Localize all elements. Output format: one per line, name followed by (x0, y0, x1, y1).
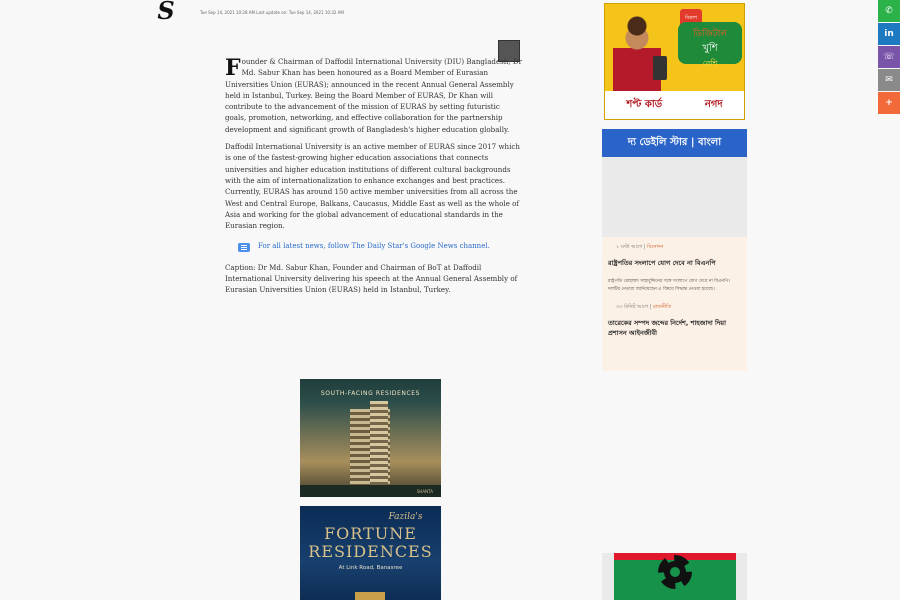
image-caption: Caption: Dr Md. Sabur Khan, Founder and Chairman of BoT at Daffodil International University delivering his speech at the Annual General Assembly of Eurasian Universities Union (EURAS) held in Istanbul, Turkey. (225, 262, 518, 295)
more-share-icon[interactable]: + (878, 92, 900, 114)
google-news-icon (238, 243, 250, 252)
bangla-news-widget (602, 129, 747, 371)
paragraph-1-text: ounder & Chairman of Daffodil International University (DIU) Bangladesh, Dr Md. Sabur Khan has been honoured as a Board Member of Eurasian Universities Union (EURAS); announced in the recent Annual General Assembly held in Istanbul, Turkey. Being the Board Member of EURAS, Dr Khan will contribute to the advancement of the mission of EURAS by setting futuristic goals, promotion, networking, and effective collaboration for the partnership development and significant growth of Bangladesh's higher education globally. (225, 57, 522, 134)
ad-slogan (678, 22, 742, 68)
ad-brand: Fazila's (388, 512, 423, 522)
google-news-link[interactable] (238, 241, 523, 252)
drop-cap: F (225, 55, 241, 81)
phone-icon (653, 56, 667, 80)
advertisement-top-right[interactable] (604, 3, 745, 120)
article-paragraph-1 (225, 56, 523, 135)
ad-brand-2: নগদ (704, 98, 723, 110)
news-title[interactable]: রাষ্ট্রপতির সংলাপে যোগ দেবে না বিএনপি (608, 259, 716, 267)
building-image (370, 401, 388, 489)
advertisement-south-facing-residences[interactable] (300, 379, 441, 497)
news-time: ৩৩ মিনিট আগে (616, 304, 649, 310)
news-item-2[interactable] (602, 294, 747, 338)
widget-image-placeholder[interactable] (602, 157, 747, 237)
news-time: ২ ঘণ্টা আগে (616, 244, 643, 250)
site-logo[interactable]: S (157, 0, 175, 25)
ad-slogan-1: ডিজিটাল (692, 29, 728, 39)
advertisement-bottom-right[interactable] (602, 553, 747, 600)
google-news-text[interactable]: For all latest news, follow The Daily Star's Google News channel. (258, 242, 490, 251)
ad-title-line-2: RESIDENCES (308, 542, 433, 561)
email-share-icon[interactable]: ✉ (878, 69, 900, 91)
news-summary: রাষ্ট্রপতি মোহাম্মদ সাহাবুদ্দিনের সঙ্গে সংলাপে যোগ দেবে না বিএনপি। দলটির নেতারা জানিয়েছেন এ বিষয়ে সিদ্ধান্ত নেওয়া হয়েছে। (608, 279, 731, 292)
ad-slogan-2: খুশি (702, 43, 718, 54)
widget-header[interactable]: দ্য ডেইলি স্টার | বাংলা (602, 129, 747, 157)
viber-share-icon[interactable]: ☏ (878, 46, 900, 68)
news-item-1[interactable] (602, 237, 747, 294)
linkedin-share-icon[interactable]: in (878, 23, 900, 45)
ad-brand-strip (605, 91, 744, 119)
ad-slogan-3: বেশি (702, 59, 718, 68)
article-paragraph-2: Daffodil International University is an active member of EURAS since 2017 which is one of the fastest-growing higher education associations that connects universities and higher education institutions of different cultural backgrounds with the aim of internationalization to enhance exchanges and best practices. Currently, EURAS has around 150 active member universities from all across the West and Central Europe, Balkans, Caucasus, Middle East as well as the whole of Asia and working for the global advancement of educational standards in the Eurasian region. (225, 142, 520, 231)
advertisement-fortune-residences[interactable] (300, 506, 441, 600)
news-meta: ৩৩ মিনিট আগে | রাজনীতি (616, 304, 672, 310)
whatsapp-share-icon[interactable]: ✆ (878, 0, 900, 22)
ad-location: At Link Road, Banasree (338, 565, 403, 571)
article-timestamps: Tue Sep 14, 2021 10:28 AM Last update on: Tue Sep 14, 2021 10:32 AM (200, 10, 344, 15)
ad-decoration (355, 592, 385, 600)
news-meta: ২ ঘণ্টা আগে | বিনোদন (616, 244, 664, 250)
news-title[interactable]: তারেকের সম্পদ জব্দের নির্দেশ, শাহজাদা দিয়া প্রশাসন আইনজীবী (608, 319, 727, 337)
ad-title-line-1: FORTUNE (324, 524, 417, 543)
news-category[interactable]: রাজনীতি (653, 304, 672, 310)
share-bar (878, 0, 900, 115)
ad-brand: SHANTA (300, 485, 441, 497)
ad-title: SOUTH-FACING RESIDENCES (320, 390, 421, 397)
ad-badge: বিকাশ (680, 9, 702, 27)
cog-inner-icon (664, 561, 686, 583)
news-category[interactable]: বিনোদন (647, 244, 664, 250)
article-body (225, 56, 523, 302)
ad-person-image (613, 12, 661, 94)
ad-brand-1: শপ্ট কার্ড (626, 98, 663, 110)
